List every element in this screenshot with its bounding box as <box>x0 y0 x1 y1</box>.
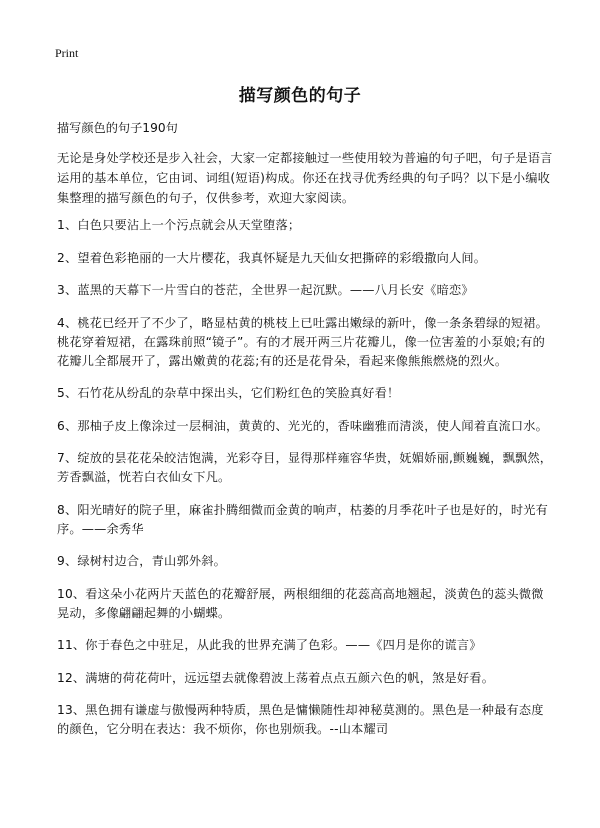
list-item: 12、满塘的荷花荷叶，远远望去就像碧波上荡着点点五颜六色的帆，煞是好看。 <box>57 670 495 685</box>
list-item: 8、阳光晴好的院子里，麻雀扑腾细微而金黄的响声，枯萎的月季花叶子也是好的，时光有序。——余秀华 <box>57 502 549 536</box>
intro-paragraph: 无论是身处学校还是步入社会，大家一定都接触过一些使用较为普遍的句子吧，句子是语言运用的基本单位，它由词、词组(短语)构成。你还在找寻优秀经典的句子吗？以下是小编收集整理的描写颜色的句子，仅供参考，欢迎大家阅读。 <box>57 151 553 205</box>
list-item: 6、那柚子皮上像涂过一层桐油，黄黄的、光光的，香味幽雅而清淡，使人闻着直流口水。 <box>57 418 549 433</box>
list-item: 10、看这朵小花两片天蓝色的花瓣舒展，两根细细的花蕊高高地翘起，淡黄色的蕊头微微晃动，多像翩翩起舞的小蝴蝶。 <box>57 586 544 620</box>
list-item: 13、黑色拥有谦虚与傲慢两种特质，黑色是慵懒随性却神秘莫测的。黑色是一种最有态度的颜色，它分明在表达：我不烦你，你也别烦我。--山本耀司 <box>57 703 544 736</box>
list-item: 1、白色只要沾上一个污点就会从天堂堕落； <box>57 218 301 232</box>
list-item: 2、望着色彩艳丽的一大片樱花，我真怀疑是九天仙女把撕碎的彩缎撒向人间。 <box>57 250 487 265</box>
print-link[interactable]: Print <box>55 46 79 60</box>
page-title: 描写颜色的句子 <box>238 86 362 106</box>
sentence-list <box>57 216 555 739</box>
list-item: 9、绿树村边合，青山郭外斜。 <box>57 554 226 568</box>
list-item: 7、绽放的昙花花朵皎洁饱满，光彩夺目，显得那样雍容华贵，妩媚娇丽,颤巍巍，飘飘然，芳香飘溢，恍若白衣仙女下凡。 <box>57 451 553 484</box>
list-item: 5、石竹花从纷乱的杂草中探出头，它们粉红色的笑脸真好看！ <box>57 386 400 400</box>
list-item: 4、桃花已经开了不少了，略显枯黄的桃枝上已吐露出嫩绿的新叶，像一条条碧绿的短裙。桃花穿着短裙，在露珠前照“镜子”。有的才展开两三片花瓣儿，像一位害羞的小泵娘;有的花瓣儿全都展开了，露出嫩黄的花蕊;有的还是花骨朵，看起来像熊熊燃烧的烈火。 <box>57 315 549 368</box>
list-item: 3、蓝黑的天幕下一片雪白的苍茫，全世界一起沉默。——八月长安《暗恋》 <box>57 283 474 297</box>
document-subtitle: 描写颜色的句子190句 <box>57 121 178 135</box>
list-item: 11、你于春色之中驻足，从此我的世界充满了色彩。——《四月是你的谎言》 <box>57 638 482 652</box>
document-body <box>57 118 555 753</box>
